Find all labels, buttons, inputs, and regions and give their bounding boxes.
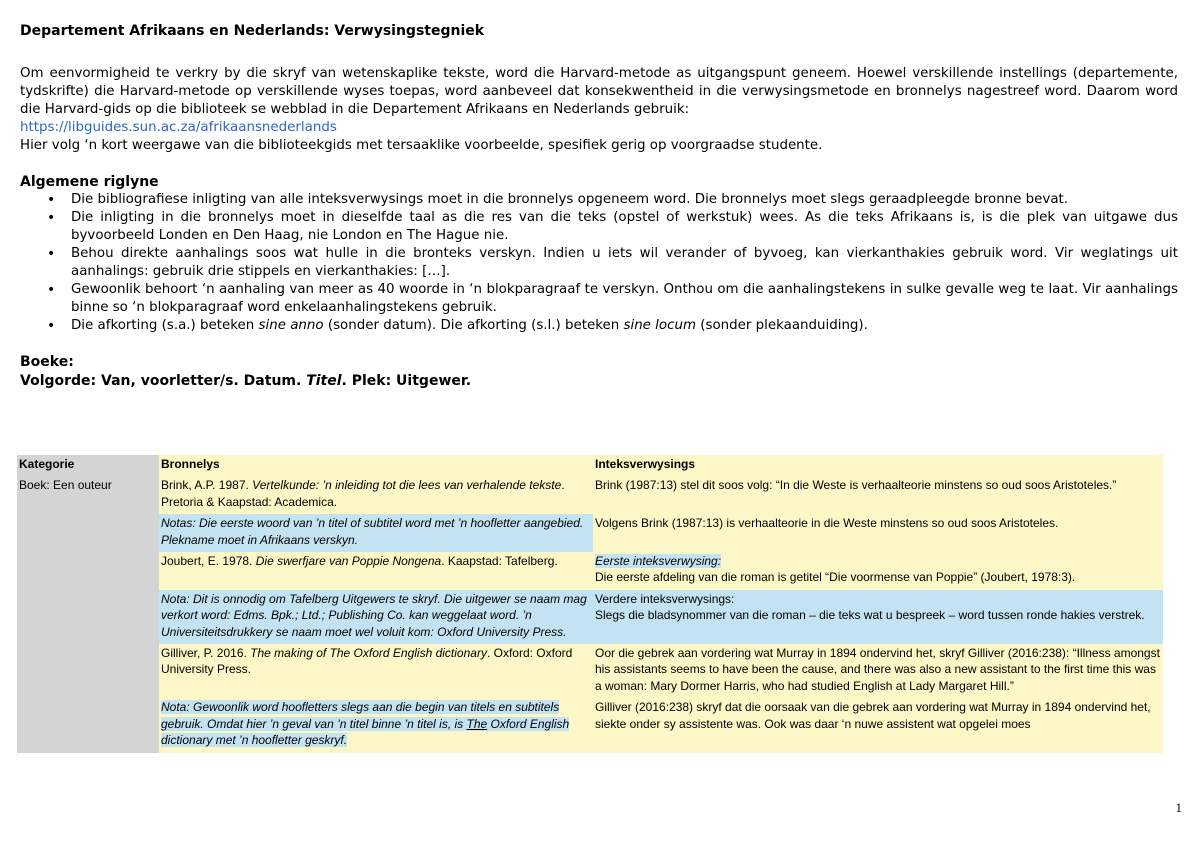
books-order: Volgorde: Van, voorletter/s. Datum. Titel. Plek: Uitgewer. xyxy=(20,373,472,389)
guideline-item: • Gewoonlik behoort ‘n aanhaling van meer as 40 woorde in ‘n blokparagraaf te verskyn. Onthou om die aanhalingstekens in sulke gevalle weg te laat. Vir aanhalings binne so ‘n blokparagraaf word enkelaanhalingstekens gebruik. xyxy=(71,281,1178,317)
header-inteksverwysings: Inteksverwysings xyxy=(593,455,1163,476)
guideline-item: • Die bibliografiese inligting van alle inteksverwysings moet in die bronnelys opgeneem word. Die bronnelys moet slegs geraadpleegde bronne bevat. xyxy=(71,191,1178,209)
intro-paragraph-2: Hier volg ‘n kort weergawe van die biblioteekgids met tersaaklike voorbeelde, spesifiek gerig op voorgraadse studente. xyxy=(20,138,823,153)
reference-table xyxy=(17,455,1163,753)
general-guidelines-list xyxy=(20,191,1178,335)
table-row xyxy=(17,476,1163,514)
table-row xyxy=(17,552,1163,590)
category-cell: Boek: Een outeur xyxy=(17,476,159,752)
books-heading: Boeke: Volgorde: Van, voorletter/s. Datum. Titel. Plek: Uitgewer. xyxy=(20,353,1178,391)
bronnelys-cell: Gilliver, P. 2016. The making of The Oxford English dictionary. Oxford: Oxford University Press. xyxy=(159,644,593,698)
header-bronnelys: Bronnelys xyxy=(159,455,593,476)
inteks-cell: Gilliver (2016:238) skryf dat die oorsaak van die gebrek aan vordering wat Murray in 1894 ondervind het, siekte onder sy assistente was. Ook was daar ‘n nuwe assistent wat opgelei moes xyxy=(593,698,1163,752)
intro-paragraph: Om eenvormigheid te verkry by die skryf van wetenskaplike tekste, word die Harvard-metode as uitgangspunt geneem. Hoewel verskillende instellings (departemente, tydskrifte) die Harvard-metode op verskillende wyses toepas, word aanbeveel dat konsekwentheid in die verwysingsmetode en bronnelys nagestreef word. Daarom word die Harvard-gids op die biblioteek se webblad in die Departement Afrikaans en Nederlands gebruik: xyxy=(20,66,1178,117)
sine-anno-term: sine anno xyxy=(258,318,324,333)
inteks-cell: Eerste inteksverwysing: Die eerste afdeling van die roman is getitel “Die voormense van Poppie” (Joubert, 1978:3). xyxy=(593,552,1163,590)
header-kategorie: Kategorie xyxy=(17,455,159,476)
table-row xyxy=(17,644,1163,698)
bronnelys-cell: Brink, A.P. 1987. Vertelkunde: ’n inleiding tot die lees van verhalende tekste. Pretoria & Kaapstad: Academica. xyxy=(159,476,593,514)
table-row xyxy=(17,514,1163,552)
note-cell: Nota: Dit is onnodig om Tafelberg Uitgewers te skryf. Die uitgewer se naam mag verkort word: Edms. Bpk.; Ltd.; Publishing Co. kan weggelaat word. ’n Universiteitsdrukkery se naam moet wel voluit kom: Oxford University Press. xyxy=(159,590,593,644)
note-cell: Notas: Die eerste woord van ’n titel of subtitel word met ’n hoofletter aangebied. Plekname moet in Afrikaans verskyn. xyxy=(159,514,593,552)
table-header-row xyxy=(17,455,1163,476)
document-title: Departement Afrikaans en Nederlands: Verwysingstegniek xyxy=(20,23,485,39)
inteks-cell: Brink (1987:13) stel dit soos volg: “In die Weste is verhaalteorie minstens so oud soos Aristoteles.” xyxy=(593,476,1163,514)
table-row xyxy=(17,698,1163,752)
bronnelys-cell: Joubert, E. 1978. Die swerfjare van Poppie Nongena. Kaapstad: Tafelberg. xyxy=(159,552,593,590)
inteks-cell: Volgens Brink (1987:13) is verhaalteorie in die Weste minstens so oud soos Aristoteles. xyxy=(593,514,1163,552)
general-guidelines-heading: Algemene riglyne xyxy=(20,174,159,190)
inteks-cell: Oor die gebrek aan vordering wat Murray in 1894 ondervind het, skryf Gilliver (2016:238): “Illness amongst his assistants seems to have been the cause, and there was also a new assistant to the first time this was a woman: Mary Dormer Harris, who had studied English at Lady Margaret Hill.” xyxy=(593,644,1163,698)
guideline-item: • Die inligting in die bronnelys moet in dieselfde taal as die res van die teks (opstel of werkstuk) wees. As die teks Afrikaans is, is die plek van uitgawe dus byvoorbeeld Londen en Den Haag, nie London en The Hague nie. xyxy=(71,209,1178,245)
library-guide-link[interactable]: https://libguides.sun.ac.za/afrikaansnederlands xyxy=(20,120,337,135)
sine-locum-term: sine locum xyxy=(623,318,696,333)
guideline-item: • Behou direkte aanhalings soos wat hulle in die bronteks verskyn. Indien u iets wil verander of byvoeg, kan vierkanthakies gebruik word. Vir weglatings uit aanhalings: gebruik drie stippels en vierkanthakies: […]. xyxy=(71,245,1178,281)
note-cell: Nota: Gewoonlik word hoofletters slegs aan die begin van titels en subtitels gebruik. Omdat hier ’n geval van ’n titel binne ’n titel is, is The Oxford English dictionary met ’n hoofletter geskryf. xyxy=(159,698,593,752)
inteks-cell: Verdere inteksverwysings: Slegs die bladsynommer van die roman – die teks wat u bespreek – word tussen ronde hakies verstrek. xyxy=(593,590,1163,644)
document-page xyxy=(20,22,1178,391)
guideline-item: • Die afkorting (s.a.) beteken sine anno (sonder datum). Die afkorting (s.l.) beteken sine locum (sonder plekaanduiding). xyxy=(71,317,1178,335)
page-number: 1 xyxy=(1175,800,1182,815)
table-row xyxy=(17,590,1163,644)
